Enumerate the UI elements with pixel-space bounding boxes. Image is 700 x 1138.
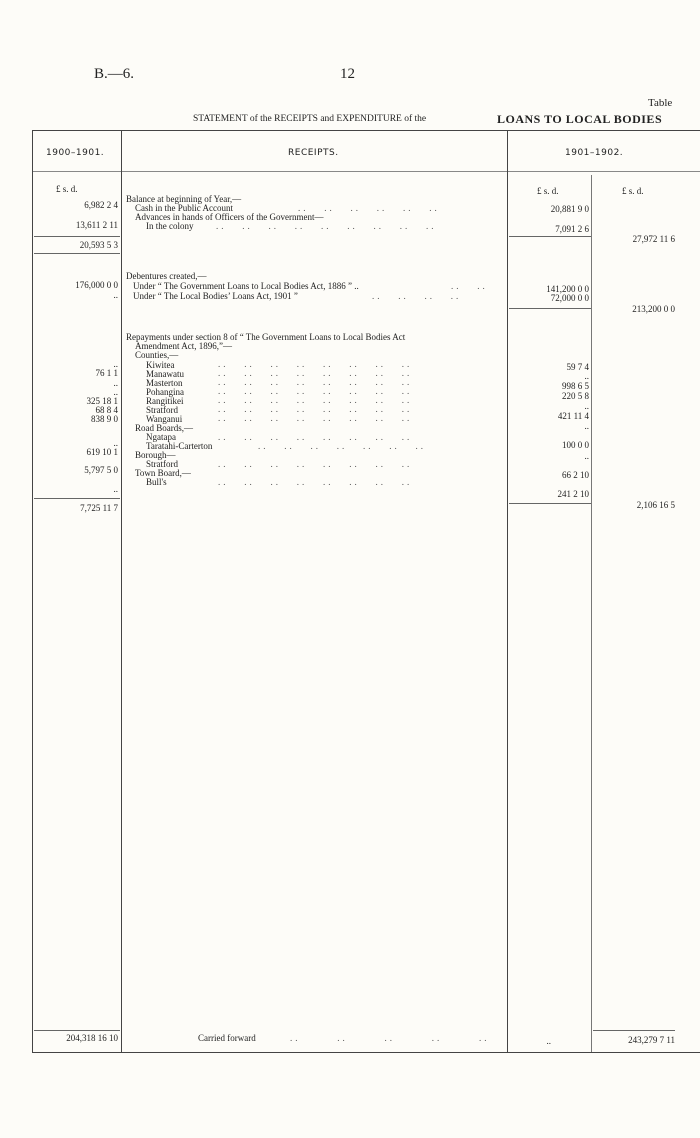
report-reference: B.—6. [94, 66, 135, 82]
leader-dots: .. .. .. .. .. .. .. .. .. .. .. .. .. .. .. .. .. .. .. .. .. .. .. .. .. .. .. .. .. .. .. .. .. .. .. .. .. .. .. .. .. .. .. .. .. .. .. .. .. .. .. .. .. .. .. .. [218, 359, 413, 423]
item-label: Stratford [146, 405, 178, 415]
bottom-rule [32, 1052, 700, 1053]
left-value: 325 18 1 [86, 396, 118, 406]
left-colony: 13,611 2 11 [75, 220, 118, 230]
mid-debenture-2: 72,000 0 0 [550, 293, 589, 303]
repayments-heading-2: Amendment Act, 1896,”— [135, 341, 232, 351]
left-total-3: 7,725 11 7 [80, 503, 118, 513]
item-label: Kiwitea [146, 360, 175, 370]
mid-colony: 7,091 2 6 [555, 224, 589, 234]
item-label: Taratahi-Carterton [146, 441, 213, 451]
left-value: 838 9 0 [91, 414, 118, 424]
mid-value: .. [584, 421, 589, 431]
leader-dots: .. .. [451, 281, 488, 291]
mid-value: 66 2 10 [562, 470, 589, 480]
left-value: .. [113, 378, 118, 388]
mid-value: .. [584, 451, 589, 461]
left-value: 5,797 5 0 [84, 465, 118, 475]
item-label: Stratford [146, 459, 178, 469]
right-year-header: 1901–1902. [565, 148, 624, 158]
item-label: Masterton [146, 378, 183, 388]
balance-heading: Balance at beginning of Year,— [126, 194, 242, 204]
town-board-heading: Town Board,— [135, 468, 191, 478]
counties-heading: Counties,— [135, 350, 179, 360]
total-rule [34, 253, 120, 254]
mid-value: 241 2 10 [557, 489, 589, 499]
advances-label: Advances in hands of Officers of the Government— [135, 212, 324, 222]
item-label: Rangitikei [146, 396, 184, 406]
left-value: .. [113, 387, 118, 397]
subtotal-rule [509, 503, 591, 504]
item-label: Ngatapa [146, 432, 176, 442]
receipts-header: RECEIPTS. [288, 148, 339, 158]
left-units: £ s. d. [56, 184, 78, 194]
left-border [32, 130, 33, 1052]
item-label: Manawatu [146, 369, 184, 379]
leader-dots: .. .. .. .. .. .. .. .. [218, 432, 413, 442]
top-rule [32, 130, 700, 131]
left-total-1: 20,593 5 3 [79, 240, 118, 250]
footer-left-total: 204,318 16 10 [66, 1033, 118, 1043]
left-cash: 6,982 2 4 [84, 200, 118, 210]
item-label: Wanganui [146, 414, 183, 424]
subtotal-rule [34, 236, 120, 237]
footer-rule [34, 1030, 120, 1031]
debenture-line-2: Under “ The Local Bodies’ Loans Act, 1901 ” [133, 291, 298, 301]
leader-dots: .. .. .. .. .. .. .. [258, 441, 426, 451]
right-total-2: 213,200 0 0 [632, 304, 675, 314]
left-value: 68 8 4 [95, 405, 118, 415]
subtotal-rule [509, 308, 591, 309]
leader-dots: .. .. .. .. [372, 291, 462, 301]
leader-dots: .. .. .. .. .. .. .. .. .. [216, 221, 437, 231]
carried-forward-label: Carried forward [198, 1033, 256, 1043]
debentures-heading: Debentures created,— [126, 271, 207, 281]
left-debenture-2: .. [113, 290, 118, 300]
title-lower: STATEMENT of the RECEIPTS and EXPENDITURE of the [193, 114, 427, 124]
col-divider-2 [507, 130, 508, 1052]
road-boards-heading: Road Boards,— [135, 423, 193, 433]
mid-units: £ s. d. [537, 186, 559, 196]
title-bold: LOANS TO LOCAL BODIES [497, 112, 663, 126]
debenture-line-1: Under “ The Government Loans to Local Bodies Act, 1886 ” .. [133, 281, 359, 291]
left-year-header: 1900–1901. [46, 148, 105, 158]
colony-label: In the colony [146, 221, 194, 231]
mid-value: 220 5 8 [562, 391, 589, 401]
leader-dots: .. .. .. .. .. .. [298, 203, 440, 213]
mid-cash: 20,881 9 0 [550, 204, 589, 214]
item-label: Bull's [146, 477, 167, 487]
footer-rule [593, 1030, 675, 1031]
left-value: 619 10 1 [86, 447, 118, 457]
subtotal-rule [34, 498, 120, 499]
leader-dots: .. .. .. .. .. [290, 1033, 490, 1043]
mid-value: 59 7 4 [566, 362, 589, 372]
right-total-1: 27,972 11 6 [632, 234, 675, 244]
mid-debenture-1: 141,200 0 0 [546, 284, 589, 294]
borough-heading: Borough— [135, 450, 176, 460]
header-rule [32, 171, 700, 172]
left-value: .. [113, 359, 118, 369]
subtotal-rule [509, 236, 591, 237]
item-label: Pohangina [146, 387, 184, 397]
leader-dots: .. .. .. .. .. .. .. .. [218, 477, 413, 487]
leader-dots: .. .. .. .. .. .. .. .. [218, 459, 413, 469]
left-value: 76 1 1 [95, 368, 118, 378]
mid-value: 100 0 0 [562, 440, 589, 450]
cash-label: Cash in the Public Account [135, 203, 233, 213]
right-total-3: 2,106 16 5 [636, 500, 675, 510]
col-divider-3 [591, 175, 592, 1052]
mid-value: .. [584, 401, 589, 411]
mid-value: .. [584, 371, 589, 381]
footer-right-total: 243,279 7 11 [628, 1035, 675, 1045]
left-debenture-1: 176,000 0 0 [75, 280, 118, 290]
left-value: .. [113, 438, 118, 448]
col-divider-1 [121, 130, 122, 1052]
footer-mid: .. [546, 1036, 551, 1046]
mid-value: 998 6 5 [562, 381, 589, 391]
page-number: 12 [340, 66, 355, 82]
mid-value: 421 11 4 [557, 411, 589, 421]
left-value: .. [113, 484, 118, 494]
right-units: £ s. d. [622, 186, 644, 196]
repayments-heading-1: Repayments under section 8 of “ The Government Loans to Local Bodies Act [126, 332, 406, 342]
table-label: Table [648, 97, 673, 109]
